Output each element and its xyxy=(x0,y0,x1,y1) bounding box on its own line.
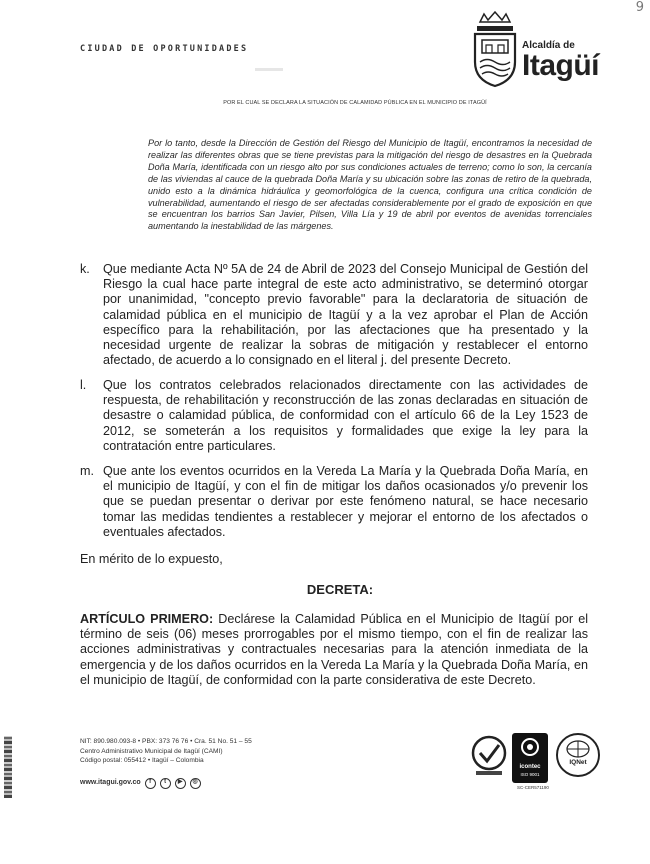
literal-letter: m. xyxy=(80,464,94,478)
footer-nit-line: NIT: 890.980.093-8 • PBX: 373 76 76 • Cra. 51 No. 51 – 55 xyxy=(80,738,252,745)
municipality-logo xyxy=(470,10,620,90)
literal-letter: k. xyxy=(80,262,90,276)
footer-address-line: Centro Administrativo Municipal de Itagüí (CAMI) xyxy=(80,747,223,755)
facebook-icon[interactable]: f xyxy=(145,778,156,789)
quoted-paragraph xyxy=(148,138,592,233)
article-title: ARTÍCULO PRIMERO: xyxy=(80,612,214,626)
quoted-paragraph-text: Por lo tanto, desde la Dirección de Gestión del Riesgo del Municipio de Itagüí, encontramos la necesidad de realizar las diferentes obras que se tiene previstas para la mitigación del riesgo de desastres en la Quebrada Doña María, identificada con un riesgo alto por sus condiciones actuales de terreno; como lo son, la cercanía de las viviendas al cauce de la quebrada Doña María y su ubicación sobre las zonas de retiro de la quebrada, unido esto a la dinámica hidráulica y geomorfológica de la cuenca, configura una crítica condición de vulnerabilidad, aumentando el riesgo de ser afectadas considerablemente por el grado de exposición en que se encuentran los barrios San Javier, Pilsen, Villa Lía y 19 de abril por eventos de avenidas torrenciales aumentando la inestabilidad de las márgenes. xyxy=(148,138,592,232)
article-first xyxy=(80,612,588,688)
literal-l xyxy=(80,378,588,454)
scan-smudge xyxy=(255,68,283,71)
icontec-seal xyxy=(512,733,548,783)
scan-side-marks xyxy=(4,736,12,798)
iqnet-label: IQNet xyxy=(569,759,587,766)
icontec-mark-icon xyxy=(512,733,548,759)
footer-contact xyxy=(80,737,252,789)
instagram-icon[interactable]: ◎ xyxy=(190,778,201,789)
literal-k xyxy=(80,262,588,368)
iso-label: ISO 9001 xyxy=(520,772,540,777)
coat-of-arms-icon xyxy=(470,10,520,90)
literal-m xyxy=(80,464,588,540)
decree-subject: POR EL CUAL SE DECLARA LA SITUACIÓN DE CALAMIDAD PÚBLICA EN EL MUNICIPIO DE ITAGÜÍ xyxy=(223,100,487,106)
youtube-icon[interactable]: ▶ xyxy=(175,778,186,789)
literal-text: Que ante los eventos ocurridos en la Vereda La María y la Quebrada Doña María, en el municipio de Itagüí, y con el fin de mitigar los daños ocasionados y/o prevenir los que se puedan presentar o derivar por este fenómeno natural, se hace necesario tomar las medidas tendientes a restablecer y mejorar el entorno de los afectados o eventuales afectados. xyxy=(103,464,588,539)
quality-seal-icon xyxy=(470,733,508,777)
icontec-label: icontec xyxy=(519,764,541,770)
page-number: 9 xyxy=(635,0,644,15)
website-link[interactable]: www.itagui.gov.co xyxy=(80,779,141,787)
literal-letter: l. xyxy=(80,378,87,392)
merito-line: En mérito de lo expuesto, xyxy=(80,552,223,566)
globe-icon xyxy=(558,738,598,760)
header-motto: CIUDAD DE OPORTUNIDADES xyxy=(80,44,249,54)
footer-web-row xyxy=(80,778,252,789)
logo-caption: Alcaldía de xyxy=(522,40,575,51)
decreta-heading: DECRETA: xyxy=(306,582,374,597)
literal-text: Que los contratos celebrados relacionados directamente con las actividades de respuesta, de rehabilitación y reconstrucción de las zonas declaradas en situación de desastre o calamidad pública, de conformidad con el artículo 66 de la Ley 1523 de 2012, se someterán a los requisitos y formalidades que exige la ley para la contratación entre particulares. xyxy=(103,378,588,453)
footer-postal-line: Código postal: 055412 • Itagüí – Colombia xyxy=(80,757,204,765)
literal-text: Que mediante Acta Nº 5A de 24 de Abril de 2023 del Consejo Municipal de Gestión del Riesgo la cual hace parte integral de este acto administrativo, se determinó otorgar por unanimidad, "concepto previo favorable" para la declaratoria de situación de calamidad pública en el municipio de Itagüí y a la vez aprobar el Plan de Acción específico para la rehabilitación, por las afectaciones que ha presentado y la necesidad urgente de realizar la sobras de mitigación y restablecer el entorno afectado, de acuerdo a lo consignado en el literal j. del presente Decreto. xyxy=(103,262,588,368)
iqnet-seal xyxy=(556,733,600,777)
logo-wordmark: Itagüí xyxy=(522,49,599,82)
certificate-code: SC-CER571190 xyxy=(517,785,549,790)
article-text: Declárese la Calamidad Pública en el Municipio de Itagüí por el término de seis (06) meses prorrogables por el mismo tiempo, con el fin de realizar las acciones administrativas y contractuales necesarias para la atención inmediata de la emergencia y de los daños ocurridos en la Vereda La María y la Quebrada Doña María, en el municipio de Itagüí, de conformidad con la parte considerativa de este Decreto. xyxy=(80,612,589,687)
twitter-icon[interactable]: t xyxy=(160,778,171,789)
